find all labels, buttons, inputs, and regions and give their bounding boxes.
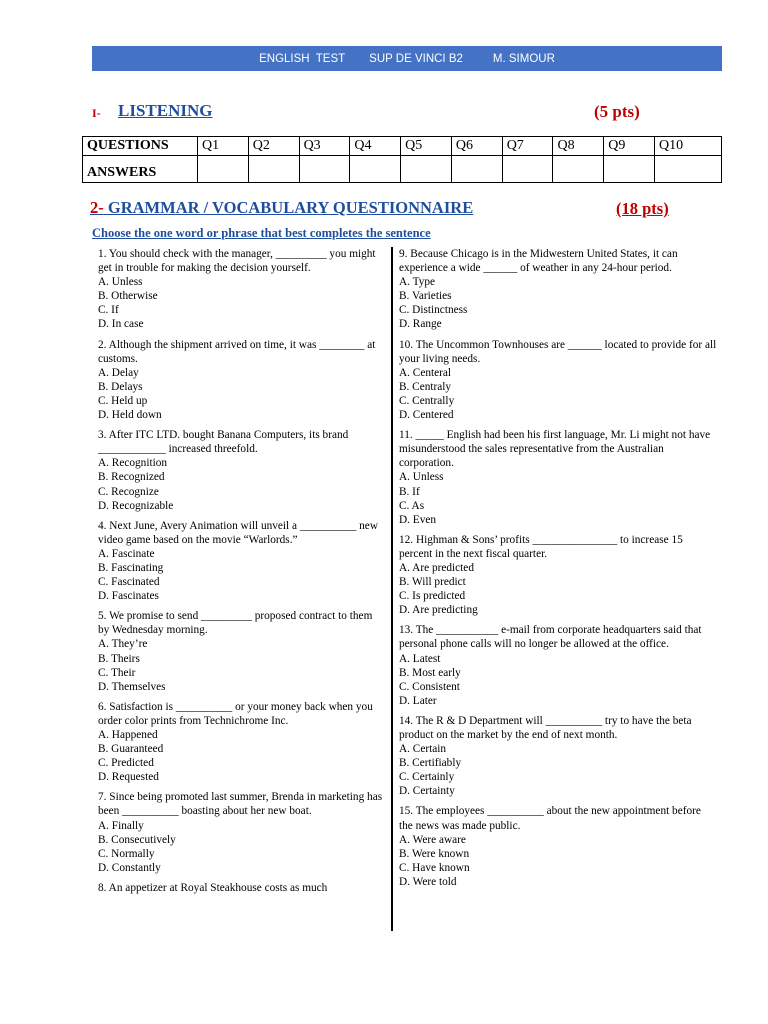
question-stem: 5. We promise to send _________ proposed contract to them by Wednesday morning. <box>98 610 373 637</box>
answer-option[interactable]: C. As <box>399 499 425 512</box>
question-stem: 6. Satisfaction is __________ or your money back when you order color prints from Technichrome Inc. <box>98 700 373 727</box>
question-item <box>98 700 386 785</box>
answer-option[interactable]: B. Varieties <box>399 290 452 303</box>
question-cell: Q10 <box>655 137 722 156</box>
answer-option[interactable]: B. Consecutively <box>98 833 176 846</box>
answer-option[interactable]: C. Consistent <box>399 680 460 693</box>
questions-column-left <box>98 247 386 901</box>
question-stem: 12. Highman & Sons’ profits _______________ to increase 15 percent in the next fiscal quarter. <box>399 533 683 560</box>
question-cell: Q3 <box>299 137 350 156</box>
answer-option[interactable]: C. Normally <box>98 847 155 860</box>
question-item <box>399 338 717 423</box>
teacher-name: M. SIMOUR <box>492 52 555 65</box>
answer-option[interactable]: B. Centraly <box>399 380 452 393</box>
answer-option[interactable]: A. Finally <box>98 819 144 832</box>
question-cell: Q7 <box>502 137 553 156</box>
question-item <box>98 609 386 694</box>
answer-option[interactable]: A. Fascinate <box>98 547 155 560</box>
question-cell: Q9 <box>604 137 655 156</box>
question-cell: Q8 <box>553 137 604 156</box>
answer-option[interactable]: D. Fascinates <box>98 590 159 603</box>
answer-option[interactable]: D. Are predicting <box>399 604 478 617</box>
answer-option[interactable]: B. Delays <box>98 380 143 393</box>
answer-cell[interactable] <box>299 156 350 183</box>
question-cell: Q5 <box>401 137 452 156</box>
answer-option[interactable]: A. Unless <box>399 471 444 484</box>
question-stem: 14. The R & D Department will __________ try to have the beta product on the market by the end of next month. <box>399 714 692 741</box>
answer-option[interactable]: B. Theirs <box>98 652 140 665</box>
question-item <box>98 790 386 875</box>
column-divider <box>391 247 393 931</box>
grammar-instruction: Choose the one word or phrase that best completes the sentence <box>92 226 431 240</box>
answer-option[interactable]: C. Certainly <box>399 771 455 784</box>
question-stem: 8. An appetizer at Royal Steakhouse costs as much <box>98 881 328 894</box>
answer-option[interactable]: C. Have known <box>399 861 470 874</box>
answer-option[interactable]: D. Themselves <box>98 680 166 693</box>
answer-option[interactable]: C. If <box>98 304 119 317</box>
question-stem: 3. After ITC LTD. bought Banana Computers, its brand ____________ increased threefold. <box>98 429 349 456</box>
answer-option[interactable]: A. Happened <box>98 729 158 741</box>
question-cell: Q6 <box>451 137 502 156</box>
answer-option[interactable]: D. Recognizable <box>98 499 174 512</box>
answer-option[interactable]: A. Latest <box>399 652 441 665</box>
answer-option[interactable]: D. Centered <box>399 409 454 422</box>
answer-option[interactable]: B. Will predict <box>399 576 466 589</box>
answers-row <box>83 156 722 183</box>
answer-option[interactable]: B. Recognized <box>98 471 165 484</box>
answer-option[interactable]: D. Later <box>399 694 437 707</box>
header-banner <box>92 46 722 71</box>
answer-cell[interactable] <box>198 156 249 183</box>
question-stem: 2. Although the shipment arrived on time, it was ________ at customs. <box>98 338 376 365</box>
answer-option[interactable]: D. Certainty <box>399 785 455 798</box>
answer-option[interactable]: A. Delay <box>98 366 139 379</box>
question-stem: 15. The employees __________ about the new appointment before the news was made public. <box>399 805 701 832</box>
question-item <box>98 247 386 332</box>
questions-row <box>83 137 722 156</box>
answer-cell[interactable] <box>451 156 502 183</box>
answer-option[interactable]: D. Held down <box>98 409 162 422</box>
question-stem: 13. The ___________ e-mail from corporate headquarters said that personal phone calls will no longer be allowed at the office. <box>399 624 702 651</box>
question-stem: 7. Since being promoted last summer, Brenda in marketing has been __________ boasting about her new boat. <box>98 791 383 818</box>
listening-section-number: I- <box>92 106 101 120</box>
answer-option[interactable]: B. Most early <box>399 666 461 679</box>
answer-option[interactable]: A. Are predicted <box>399 561 474 574</box>
answer-option[interactable]: D. In case <box>98 318 144 331</box>
answer-option[interactable]: D. Even <box>399 513 437 526</box>
question-item <box>399 428 717 527</box>
answer-option[interactable]: C. Their <box>98 666 136 679</box>
listening-points: (5 pts) <box>594 102 640 121</box>
answer-option[interactable]: B. Certifiably <box>399 757 462 770</box>
answer-option[interactable]: C. Centrally <box>399 394 455 407</box>
answer-option[interactable]: A. Recognition <box>98 457 168 470</box>
answer-cell[interactable] <box>350 156 401 183</box>
answer-cell[interactable] <box>401 156 452 183</box>
answer-cell[interactable] <box>553 156 604 183</box>
question-item <box>399 623 717 708</box>
question-stem: 10. The Uncommon Townhouses are ______ located to provide for all your living needs. <box>399 338 717 365</box>
question-item <box>98 881 386 895</box>
listening-section-title: LISTENING <box>118 101 213 120</box>
question-stem: 9. Because Chicago is in the Midwestern United States, it can experience a wide ______ of weather in any 24-hour period. <box>399 248 678 275</box>
answer-option[interactable]: C. Recognize <box>98 485 159 498</box>
answer-cell[interactable] <box>248 156 299 183</box>
course-title: ENGLISH TEST <box>259 52 346 65</box>
answer-cell[interactable] <box>502 156 553 183</box>
question-item <box>399 247 717 332</box>
questions-label: QUESTIONS <box>83 137 198 156</box>
grammar-section-heading <box>90 198 473 218</box>
question-stem: 1. You should check with the manager, _________ you might get in trouble for making the decision yourself. <box>98 248 376 275</box>
answer-option[interactable]: C. Held up <box>98 394 148 407</box>
grammar-section-title: GRAMMAR / VOCABULARY QUESTIONNAIRE <box>103 198 474 217</box>
answer-option[interactable]: C. Is predicted <box>399 590 466 603</box>
question-cell: Q2 <box>248 137 299 156</box>
answer-option[interactable]: B. If <box>399 485 420 498</box>
answer-option[interactable]: B. Fascinating <box>98 561 164 574</box>
question-item <box>399 804 717 889</box>
question-item <box>98 338 386 423</box>
answer-cell[interactable] <box>655 156 722 183</box>
answer-option[interactable]: D. Range <box>399 318 442 331</box>
answer-option[interactable]: B. Were known <box>399 847 470 860</box>
answer-option[interactable]: A. Type <box>399 276 436 289</box>
answer-option[interactable]: C. Distinctness <box>399 304 468 317</box>
answer-option[interactable]: A. Centeral <box>399 366 452 379</box>
answer-option[interactable]: B. Guaranteed <box>98 743 164 756</box>
answer-option[interactable]: C. Predicted <box>98 757 154 770</box>
answer-option[interactable]: A. Were aware <box>399 833 466 846</box>
listening-answer-table <box>82 136 722 183</box>
answer-option[interactable]: A. They’re <box>98 638 148 651</box>
school-name: SUP DE VINCI B2 <box>369 52 463 65</box>
answer-option[interactable]: C. Fascinated <box>98 576 160 589</box>
question-stem: 4. Next June, Avery Animation will unveil a __________ new video game based on the movie “Warlords.” <box>98 519 378 546</box>
question-item <box>98 519 386 604</box>
answer-option[interactable]: B. Otherwise <box>98 290 158 303</box>
question-stem: 11. _____ English had been his first language, Mr. Li might not have misunderstood the sales representative from the Australian corporation. <box>399 429 711 470</box>
question-item <box>98 428 386 513</box>
answer-option[interactable]: A. Certain <box>399 743 447 756</box>
answer-cell[interactable] <box>604 156 655 183</box>
answer-option[interactable]: D. Requested <box>98 771 159 784</box>
question-cell: Q1 <box>198 137 249 156</box>
questions-column-right <box>399 247 717 895</box>
question-item <box>399 533 717 618</box>
answer-option[interactable]: A. Unless <box>98 276 143 289</box>
answers-label: ANSWERS <box>83 156 198 183</box>
answer-option[interactable]: D. Constantly <box>98 861 161 874</box>
answer-option[interactable]: D. Were told <box>399 875 457 888</box>
question-item <box>399 714 717 799</box>
grammar-section-number: 2- <box>90 198 104 217</box>
question-cell: Q4 <box>350 137 401 156</box>
grammar-points: (18 pts) <box>616 199 669 218</box>
